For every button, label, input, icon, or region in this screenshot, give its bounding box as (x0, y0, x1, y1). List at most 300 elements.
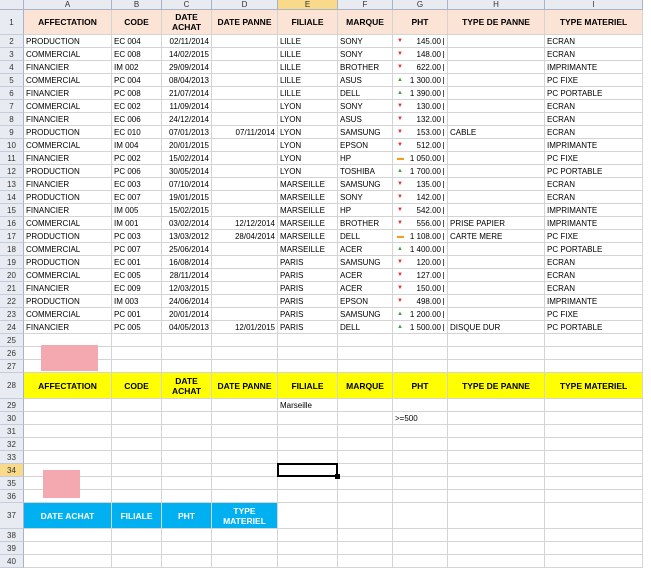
cell[interactable] (212, 425, 278, 438)
table-row-cell[interactable] (212, 282, 278, 295)
table-row-cell[interactable]: PC 005 (112, 321, 162, 334)
table-row-cell[interactable]: IM 005 (112, 204, 162, 217)
table-header-cell[interactable]: DATE ACHAT (162, 10, 212, 35)
cell[interactable] (338, 490, 393, 503)
table-row-cell[interactable] (393, 35, 448, 48)
column-header-i[interactable]: I (545, 0, 643, 10)
cell[interactable] (545, 360, 643, 373)
cell[interactable] (212, 555, 278, 568)
criteria-header-cell[interactable]: TYPE DE PANNE (448, 373, 545, 399)
column-header-a[interactable]: A (24, 0, 112, 10)
table-row-cell[interactable]: MARSEILLE (278, 204, 338, 217)
table-header-cell[interactable]: TYPE DE PANNE (448, 10, 545, 35)
row-header-36[interactable]: 36 (0, 490, 24, 503)
table-row-cell[interactable]: PRODUCTION (24, 126, 112, 139)
table-row-cell[interactable]: 24/12/2014 (162, 113, 212, 126)
row-header-27[interactable]: 27 (0, 360, 24, 373)
table-row-cell[interactable]: 20/01/2015 (162, 139, 212, 152)
table-row-cell[interactable]: FINANCIER (24, 87, 112, 100)
row-header-18[interactable]: 18 (0, 243, 24, 256)
table-row-cell[interactable] (448, 165, 545, 178)
row-header-15[interactable]: 15 (0, 204, 24, 217)
cell[interactable] (212, 438, 278, 451)
cell[interactable] (448, 347, 545, 360)
table-row-cell[interactable]: PARIS (278, 269, 338, 282)
table-row-cell[interactable]: CABLE (448, 126, 545, 139)
table-row-cell[interactable]: FINANCIER (24, 321, 112, 334)
cell[interactable] (278, 503, 338, 529)
cell[interactable] (448, 464, 545, 477)
table-row-cell[interactable] (393, 113, 448, 126)
criteria-header-cell[interactable]: FILIALE (278, 373, 338, 399)
table-row-cell[interactable]: PARIS (278, 256, 338, 269)
table-row-cell[interactable]: COMMERCIAL (24, 269, 112, 282)
row-header-6[interactable]: 6 (0, 87, 24, 100)
table-row-cell[interactable] (212, 35, 278, 48)
cell[interactable] (162, 425, 212, 438)
cell[interactable] (338, 529, 393, 542)
table-row-cell[interactable]: 12/12/2014 (212, 217, 278, 230)
table-row-cell[interactable]: DELL (338, 87, 393, 100)
row-header-34[interactable]: 34 (0, 464, 24, 477)
cell[interactable] (24, 425, 112, 438)
table-header-cell[interactable]: FILIALE (278, 10, 338, 35)
cell[interactable] (448, 334, 545, 347)
row-header-37[interactable]: 37 (0, 503, 24, 529)
cell[interactable] (162, 412, 212, 425)
cell[interactable] (545, 347, 643, 360)
cell[interactable] (162, 477, 212, 490)
table-row-cell[interactable]: PC PORTABLE (545, 165, 643, 178)
row-header-19[interactable]: 19 (0, 256, 24, 269)
column-header-g[interactable]: G (393, 0, 448, 10)
criteria-header-cell[interactable]: MARQUE (338, 373, 393, 399)
table-row-cell[interactable] (393, 74, 448, 87)
cell[interactable] (162, 451, 212, 464)
cell[interactable] (393, 438, 448, 451)
table-row-cell[interactable]: 08/04/2013 (162, 74, 212, 87)
cell[interactable] (393, 347, 448, 360)
cell[interactable] (278, 542, 338, 555)
cell[interactable] (212, 490, 278, 503)
table-row-cell[interactable]: EC 003 (112, 178, 162, 191)
table-row-cell[interactable] (212, 87, 278, 100)
cell[interactable] (393, 555, 448, 568)
cell[interactable] (448, 412, 545, 425)
table-row-cell[interactable]: ACER (338, 269, 393, 282)
table-row-cell[interactable]: SAMSUNG (338, 308, 393, 321)
cell[interactable] (338, 334, 393, 347)
table-row-cell[interactable]: MARSEILLE (278, 191, 338, 204)
table-header-cell[interactable]: CODE (112, 10, 162, 35)
table-row-cell[interactable]: PRODUCTION (24, 191, 112, 204)
cell[interactable] (338, 542, 393, 555)
table-row-cell[interactable]: IM 004 (112, 139, 162, 152)
table-row-cell[interactable]: 14/02/2015 (162, 48, 212, 61)
table-row-cell[interactable] (393, 269, 448, 282)
cell[interactable] (393, 399, 448, 412)
table-row-cell[interactable]: 12/01/2015 (212, 321, 278, 334)
table-row-cell[interactable]: PC 003 (112, 230, 162, 243)
column-header-f[interactable]: F (338, 0, 393, 10)
table-row-cell[interactable]: 24/06/2014 (162, 295, 212, 308)
active-cell-selection[interactable] (277, 463, 338, 477)
highlight-shape[interactable] (41, 345, 98, 371)
table-row-cell[interactable]: FINANCIER (24, 178, 112, 191)
output-header-cell[interactable]: DATE ACHAT (24, 503, 112, 529)
cell[interactable] (393, 360, 448, 373)
table-row-cell[interactable]: ECRAN (545, 100, 643, 113)
table-row-cell[interactable] (448, 269, 545, 282)
criteria-pht-cell[interactable]: >=500 (393, 412, 448, 425)
table-row-cell[interactable]: IM 002 (112, 61, 162, 74)
table-row-cell[interactable]: PRODUCTION (24, 295, 112, 308)
table-row-cell[interactable] (393, 217, 448, 230)
cell[interactable] (212, 360, 278, 373)
table-row-cell[interactable] (212, 269, 278, 282)
row-header-35[interactable]: 35 (0, 477, 24, 490)
table-row-cell[interactable]: LYON (278, 165, 338, 178)
output-header-cell[interactable]: PHT (162, 503, 212, 529)
cell[interactable] (212, 542, 278, 555)
table-row-cell[interactable]: ECRAN (545, 282, 643, 295)
cell[interactable] (545, 542, 643, 555)
table-row-cell[interactable]: 20/01/2014 (162, 308, 212, 321)
table-row-cell[interactable] (393, 61, 448, 74)
row-header-14[interactable]: 14 (0, 191, 24, 204)
cell[interactable] (278, 490, 338, 503)
table-row-cell[interactable]: COMMERCIAL (24, 74, 112, 87)
cell[interactable] (545, 438, 643, 451)
table-row-cell[interactable]: PC 004 (112, 74, 162, 87)
table-row-cell[interactable]: EC 004 (112, 35, 162, 48)
cell[interactable] (278, 334, 338, 347)
table-row-cell[interactable]: 15/02/2014 (162, 152, 212, 165)
output-header-cell[interactable]: FILIALE (112, 503, 162, 529)
table-row-cell[interactable]: CARTE MERE (448, 230, 545, 243)
table-row-cell[interactable] (212, 308, 278, 321)
table-row-cell[interactable]: COMMERCIAL (24, 217, 112, 230)
row-header-9[interactable]: 9 (0, 126, 24, 139)
table-row-cell[interactable] (212, 295, 278, 308)
table-row-cell[interactable] (212, 74, 278, 87)
cell[interactable] (278, 360, 338, 373)
row-header-29[interactable]: 29 (0, 399, 24, 412)
table-row-cell[interactable] (448, 48, 545, 61)
table-row-cell[interactable] (448, 87, 545, 100)
table-row-cell[interactable]: HP (338, 152, 393, 165)
table-row-cell[interactable]: EPSON (338, 139, 393, 152)
table-row-cell[interactable] (393, 178, 448, 191)
cell[interactable] (112, 347, 162, 360)
cell[interactable] (338, 438, 393, 451)
cell[interactable] (545, 503, 643, 529)
table-row-cell[interactable] (393, 152, 448, 165)
table-row-cell[interactable]: PARIS (278, 282, 338, 295)
row-header-13[interactable]: 13 (0, 178, 24, 191)
table-row-cell[interactable] (448, 139, 545, 152)
row-header-24[interactable]: 24 (0, 321, 24, 334)
table-header-cell[interactable]: PHT (393, 10, 448, 35)
cell[interactable] (338, 477, 393, 490)
table-header-cell[interactable]: DATE PANNE (212, 10, 278, 35)
table-row-cell[interactable]: PRODUCTION (24, 35, 112, 48)
row-header-4[interactable]: 4 (0, 61, 24, 74)
table-row-cell[interactable]: COMMERCIAL (24, 243, 112, 256)
table-row-cell[interactable]: COMMERCIAL (24, 139, 112, 152)
table-row-cell[interactable]: ECRAN (545, 126, 643, 139)
cell[interactable] (24, 529, 112, 542)
row-header-16[interactable]: 16 (0, 217, 24, 230)
row-header-39[interactable]: 39 (0, 542, 24, 555)
table-row-cell[interactable]: ECRAN (545, 269, 643, 282)
cell[interactable] (162, 334, 212, 347)
table-row-cell[interactable]: LILLE (278, 61, 338, 74)
table-row-cell[interactable] (212, 152, 278, 165)
cell[interactable] (278, 555, 338, 568)
table-row-cell[interactable]: PC PORTABLE (545, 243, 643, 256)
cell[interactable] (448, 399, 545, 412)
table-row-cell[interactable]: LILLE (278, 74, 338, 87)
table-row-cell[interactable]: IM 001 (112, 217, 162, 230)
row-header-31[interactable]: 31 (0, 425, 24, 438)
table-row-cell[interactable]: EC 002 (112, 100, 162, 113)
cell[interactable] (24, 555, 112, 568)
cell[interactable] (338, 399, 393, 412)
table-row-cell[interactable] (393, 282, 448, 295)
cell[interactable] (338, 425, 393, 438)
table-row-cell[interactable] (212, 100, 278, 113)
table-row-cell[interactable]: EC 009 (112, 282, 162, 295)
row-header-32[interactable]: 32 (0, 438, 24, 451)
row-header-1[interactable]: 1 (0, 10, 24, 35)
table-row-cell[interactable]: ECRAN (545, 191, 643, 204)
table-row-cell[interactable] (393, 87, 448, 100)
cell[interactable] (112, 477, 162, 490)
table-row-cell[interactable]: FINANCIER (24, 204, 112, 217)
highlight-shape[interactable] (43, 470, 80, 498)
cell[interactable] (24, 451, 112, 464)
table-row-cell[interactable]: HP (338, 204, 393, 217)
table-row-cell[interactable]: 15/02/2015 (162, 204, 212, 217)
cell[interactable] (545, 529, 643, 542)
row-header-17[interactable]: 17 (0, 230, 24, 243)
row-header-11[interactable]: 11 (0, 152, 24, 165)
cell[interactable] (393, 490, 448, 503)
cell[interactable] (393, 542, 448, 555)
cell[interactable] (278, 425, 338, 438)
cell[interactable] (545, 399, 643, 412)
cell[interactable] (112, 334, 162, 347)
table-row-cell[interactable]: SAMSUNG (338, 178, 393, 191)
cell[interactable] (212, 477, 278, 490)
cell[interactable] (448, 425, 545, 438)
table-row-cell[interactable]: DELL (338, 321, 393, 334)
table-row-cell[interactable]: LILLE (278, 87, 338, 100)
table-row-cell[interactable]: EC 007 (112, 191, 162, 204)
table-row-cell[interactable]: PC PORTABLE (545, 321, 643, 334)
cell[interactable] (162, 529, 212, 542)
cell[interactable] (545, 334, 643, 347)
table-row-cell[interactable] (448, 256, 545, 269)
row-header-38[interactable]: 38 (0, 529, 24, 542)
cell[interactable] (112, 464, 162, 477)
cell[interactable] (338, 347, 393, 360)
column-header-e[interactable]: E (278, 0, 338, 10)
table-row-cell[interactable]: 02/11/2014 (162, 35, 212, 48)
table-row-cell[interactable]: EC 005 (112, 269, 162, 282)
table-row-cell[interactable]: PC 006 (112, 165, 162, 178)
cell[interactable] (212, 347, 278, 360)
cell[interactable] (112, 412, 162, 425)
criteria-filiale-cell[interactable]: Marseille (278, 399, 338, 412)
cell[interactable] (212, 451, 278, 464)
table-row-cell[interactable]: LILLE (278, 35, 338, 48)
cell[interactable] (393, 425, 448, 438)
table-row-cell[interactable]: COMMERCIAL (24, 100, 112, 113)
cell[interactable] (448, 451, 545, 464)
table-row-cell[interactable]: ACER (338, 282, 393, 295)
table-row-cell[interactable] (393, 100, 448, 113)
column-header-h[interactable]: H (448, 0, 545, 10)
table-row-cell[interactable]: ACER (338, 243, 393, 256)
row-header-40[interactable]: 40 (0, 555, 24, 568)
cell[interactable] (448, 490, 545, 503)
table-row-cell[interactable] (212, 61, 278, 74)
table-row-cell[interactable] (393, 191, 448, 204)
table-row-cell[interactable]: FINANCIER (24, 61, 112, 74)
table-row-cell[interactable]: COMMERCIAL (24, 308, 112, 321)
table-row-cell[interactable]: LILLE (278, 48, 338, 61)
cell[interactable] (448, 529, 545, 542)
row-header-28[interactable]: 28 (0, 373, 24, 399)
cell[interactable] (545, 451, 643, 464)
row-header-22[interactable]: 22 (0, 295, 24, 308)
cell[interactable] (112, 360, 162, 373)
row-header-30[interactable]: 30 (0, 412, 24, 425)
cell[interactable] (545, 412, 643, 425)
fill-handle[interactable] (335, 474, 340, 479)
table-row-cell[interactable]: ECRAN (545, 35, 643, 48)
table-row-cell[interactable] (448, 113, 545, 126)
table-row-cell[interactable]: IMPRIMANTE (545, 204, 643, 217)
cell[interactable] (338, 503, 393, 529)
table-row-cell[interactable] (393, 295, 448, 308)
table-row-cell[interactable]: EC 008 (112, 48, 162, 61)
cell[interactable] (393, 503, 448, 529)
table-row-cell[interactable]: BROTHER (338, 217, 393, 230)
table-row-cell[interactable] (393, 204, 448, 217)
table-row-cell[interactable]: ECRAN (545, 48, 643, 61)
table-row-cell[interactable]: IM 003 (112, 295, 162, 308)
table-row-cell[interactable]: 16/08/2014 (162, 256, 212, 269)
cell[interactable] (393, 464, 448, 477)
table-row-cell[interactable] (212, 139, 278, 152)
column-header-b[interactable]: B (112, 0, 162, 10)
cell[interactable] (212, 399, 278, 412)
table-row-cell[interactable]: PARIS (278, 295, 338, 308)
cell[interactable] (448, 555, 545, 568)
cell[interactable] (545, 425, 643, 438)
cell[interactable] (393, 477, 448, 490)
cell[interactable] (278, 438, 338, 451)
table-row-cell[interactable]: 07/11/2014 (212, 126, 278, 139)
table-row-cell[interactable]: SAMSUNG (338, 126, 393, 139)
table-row-cell[interactable]: PC FIXE (545, 74, 643, 87)
table-row-cell[interactable]: SONY (338, 35, 393, 48)
table-row-cell[interactable]: PC PORTABLE (545, 87, 643, 100)
table-row-cell[interactable] (448, 61, 545, 74)
table-row-cell[interactable] (212, 113, 278, 126)
cell[interactable] (545, 555, 643, 568)
table-row-cell[interactable]: ASUS (338, 113, 393, 126)
cell[interactable] (24, 438, 112, 451)
cell[interactable] (278, 477, 338, 490)
table-row-cell[interactable]: DISQUE DUR (448, 321, 545, 334)
table-row-cell[interactable] (448, 243, 545, 256)
table-header-cell[interactable]: MARQUE (338, 10, 393, 35)
criteria-header-cell[interactable]: CODE (112, 373, 162, 399)
table-row-cell[interactable]: LYON (278, 126, 338, 139)
cell[interactable] (278, 347, 338, 360)
table-row-cell[interactable]: PC 001 (112, 308, 162, 321)
cell[interactable] (112, 438, 162, 451)
table-row-cell[interactable]: IMPRIMANTE (545, 139, 643, 152)
row-header-20[interactable]: 20 (0, 269, 24, 282)
table-row-cell[interactable]: PRISE PAPIER (448, 217, 545, 230)
cell[interactable] (545, 490, 643, 503)
cell[interactable] (448, 438, 545, 451)
cell[interactable] (212, 412, 278, 425)
table-row-cell[interactable]: 21/07/2014 (162, 87, 212, 100)
cell[interactable] (278, 412, 338, 425)
row-header-33[interactable]: 33 (0, 451, 24, 464)
table-row-cell[interactable]: SAMSUNG (338, 256, 393, 269)
table-row-cell[interactable] (393, 230, 448, 243)
table-row-cell[interactable]: 13/03/2012 (162, 230, 212, 243)
table-row-cell[interactable] (448, 191, 545, 204)
cell[interactable] (278, 529, 338, 542)
table-row-cell[interactable]: SONY (338, 191, 393, 204)
table-row-cell[interactable] (448, 35, 545, 48)
table-row-cell[interactable]: DELL (338, 230, 393, 243)
cell[interactable] (24, 542, 112, 555)
cell[interactable] (545, 477, 643, 490)
cell[interactable] (448, 542, 545, 555)
table-row-cell[interactable]: PRODUCTION (24, 230, 112, 243)
table-row-cell[interactable]: IMPRIMANTE (545, 217, 643, 230)
table-row-cell[interactable]: EC 001 (112, 256, 162, 269)
table-row-cell[interactable]: PC 008 (112, 87, 162, 100)
table-row-cell[interactable] (393, 308, 448, 321)
table-row-cell[interactable]: SONY (338, 100, 393, 113)
cell[interactable] (448, 477, 545, 490)
table-row-cell[interactable]: PRODUCTION (24, 165, 112, 178)
cell[interactable] (393, 451, 448, 464)
table-row-cell[interactable] (448, 178, 545, 191)
table-row-cell[interactable] (448, 282, 545, 295)
table-row-cell[interactable] (448, 74, 545, 87)
cell[interactable] (448, 360, 545, 373)
cell[interactable] (545, 464, 643, 477)
table-row-cell[interactable]: 28/04/2014 (212, 230, 278, 243)
table-row-cell[interactable]: FINANCIER (24, 282, 112, 295)
table-row-cell[interactable]: SONY (338, 48, 393, 61)
table-row-cell[interactable]: PRODUCTION (24, 256, 112, 269)
row-header-5[interactable]: 5 (0, 74, 24, 87)
table-row-cell[interactable] (212, 256, 278, 269)
table-row-cell[interactable]: EC 006 (112, 113, 162, 126)
